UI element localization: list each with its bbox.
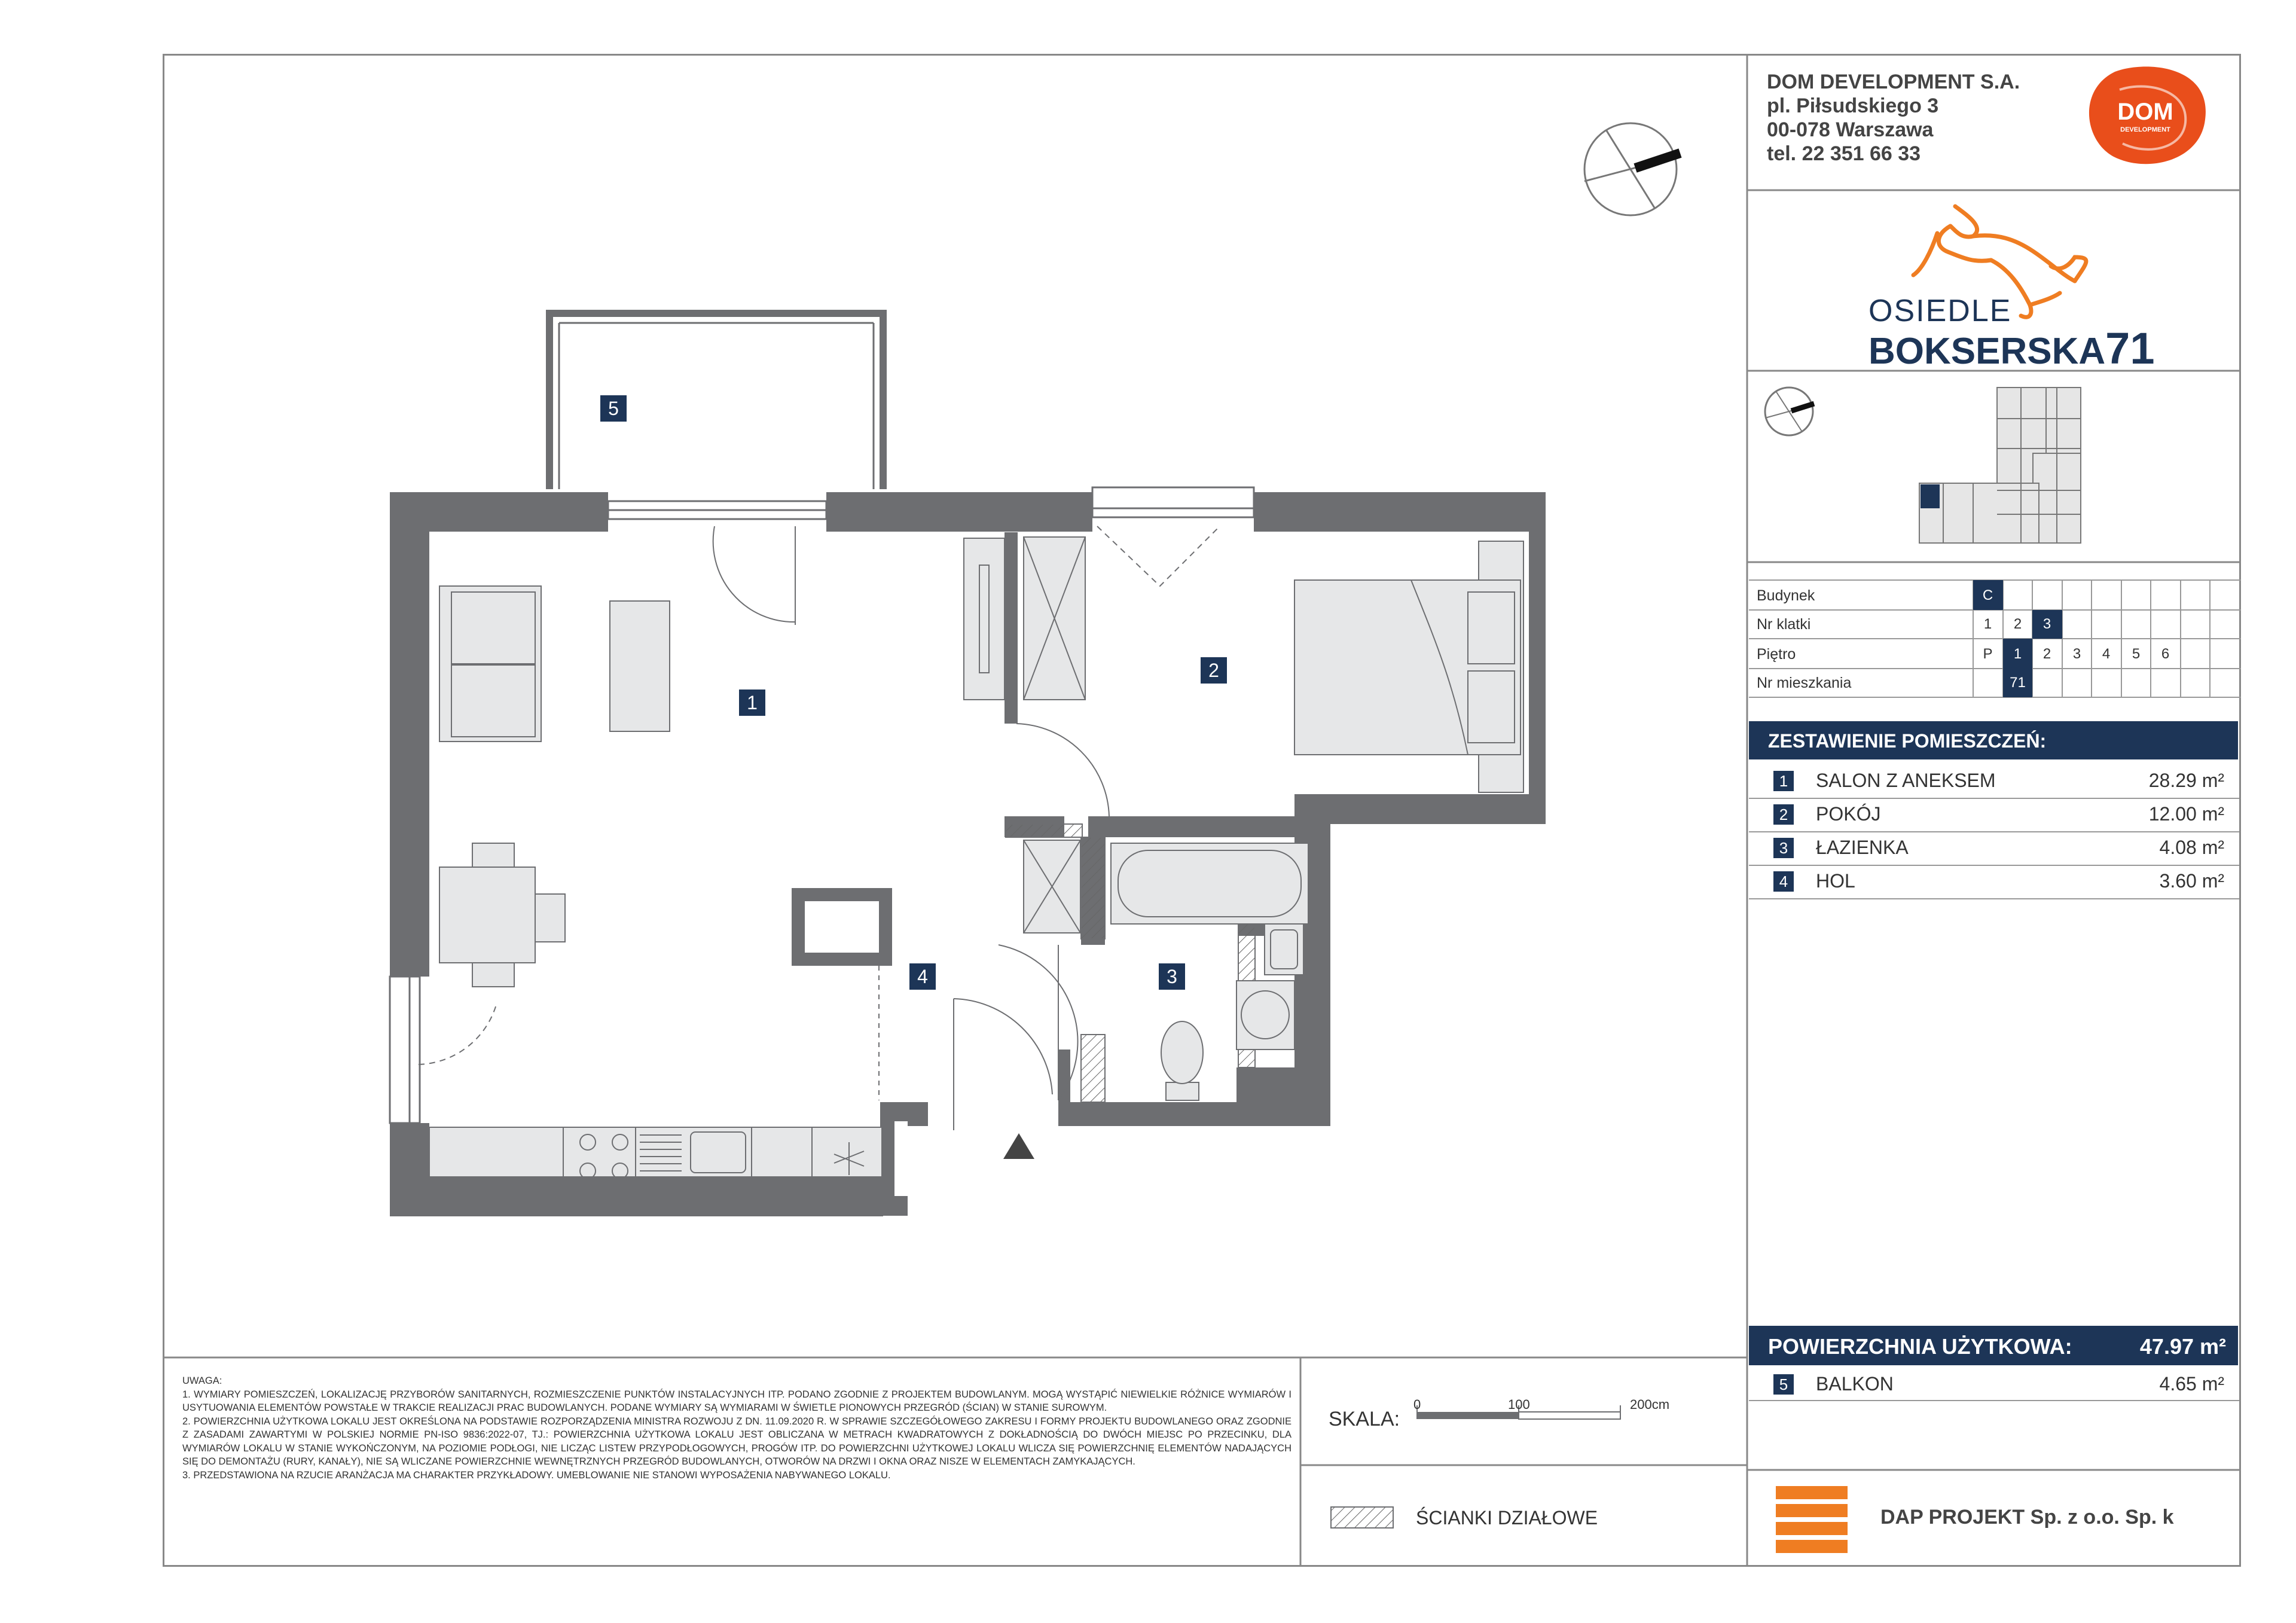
project-name-line2 — [1868, 323, 2154, 374]
apartment-number-label: Nr mieszkania — [1757, 675, 1852, 691]
partition-walls-legend: ŚCIANKI DZIAŁOWE — [1416, 1507, 1598, 1529]
rooms-summary-header — [1749, 721, 2238, 759]
company-address-line1: pl. Piłsudskiego 3 — [1767, 94, 1939, 117]
scale-tick-100: 100 — [1508, 1397, 1530, 1412]
staircase-value-1: 1 — [1983, 616, 1992, 632]
plan-room-label-1: 1 — [739, 690, 765, 716]
floor-value-6: 6 — [2161, 646, 2170, 662]
small-compass-icon — [1765, 388, 1814, 435]
project-name-number: 71 — [2105, 324, 2155, 373]
scale-tick-200: 200cm — [1630, 1397, 1670, 1412]
company-name: DOM DEVELOPMENT S.A. — [1767, 71, 2020, 93]
room-area: 3.60 m² — [2159, 870, 2224, 892]
building-value-c: C — [1982, 587, 1993, 603]
room-name: POKÓJ — [1816, 803, 1881, 825]
compass-icon — [1584, 123, 1680, 215]
entrance-arrow-icon — [1003, 1133, 1034, 1159]
company-address-line2: 00-078 Warszawa — [1767, 118, 1934, 141]
balcony-row — [1749, 1368, 2236, 1402]
plan-room-label-4: 4 — [909, 963, 936, 990]
building-key-plan — [1919, 388, 2081, 543]
room-number-badge: 4 — [1773, 871, 1794, 892]
floor-value-4: 4 — [2102, 646, 2111, 662]
plan-room-label-5: 5 — [600, 395, 627, 422]
dom-development-logo — [2089, 66, 2206, 164]
floor-value-2: 2 — [2042, 646, 2051, 662]
furniture — [429, 537, 1523, 1179]
room-row-2 — [1749, 798, 2236, 832]
staircase-value-3: 3 — [2042, 616, 2051, 632]
room-area: 4.08 m² — [2159, 837, 2224, 858]
dap-projekt-logo — [1776, 1486, 1848, 1553]
room-number-badge: 2 — [1773, 804, 1794, 825]
note-2: 2. POWIERZCHNIA UŻYTKOWA LOKALU JEST OKREŚLONA NA PODSTAWIE ROZPORZĄDZENIA MINISTRA ROZWOJU Z DN. 11.09.2020 R. W SPRAWIE SZCZEGÓŁOWEGO ZAKRESU I FORMY PROJEKTU BUDOWLANEGO ORAZ ZGODNIE Z ZASADAMI ZAWARTYMI W POLSKIEJ NORMIE PN-ISO 9836:2022-07, TJ.: POWIERZCHNIA UŻYTKOWA LOKALU JEST OBLICZANA W METRACH KWADRATOWYCH Z DOKŁADNOŚCIĄ DO DWÓCH MIEJSC PO PRZECINKU, DLA WYMIARÓW LOKALU W STANIE WYKOŃCZONYM, NA POZIOMIE PODŁOGI, NIE LICZĄC LISTEW PRZYPODŁOGOWYCH, PROGÓW ITP. DO POWIERZCHNI UŻYTKOWEJ LOKALU WLICZA SIĘ POWIERZCHNIĘ ELEMENTÓW NADAJĄCYCH SIĘ DO DEMONTAŻU (RURY, KANAŁY), NIE SĄ WLICZANE POWIERZCHNIE WEWNĘTRZNYCH PRZEGRÓD BUDOWLANYCH, OTWORÓW NA DRZWI I OKNA ORAZ NISZE W ELEMENTACH ZAMYKAJĄCYCH. — [182, 1415, 1292, 1467]
floor-value-5: 5 — [2132, 646, 2141, 662]
floor-value-1: 1 — [2013, 646, 2022, 662]
room-area: 28.29 m² — [2148, 770, 2224, 791]
room-name: HOL — [1816, 870, 1855, 892]
company-phone: tel. 22 351 66 33 — [1767, 142, 1921, 165]
room-name: SALON Z ANEKSEM — [1816, 770, 1996, 791]
staircase-label: Nr klatki — [1757, 616, 1811, 633]
scale-label: SKALA: — [1329, 1408, 1400, 1430]
logo-development-text: DEVELOPMENT — [2120, 126, 2170, 133]
floor-label: Piętro — [1757, 646, 1796, 663]
note-3: 3. PRZEDSTAWIONA NA RZUCIE ARANŻACJA MA CHARAKTER PRZYKŁADOWY. UMEBLOWANIE NIE STANOWI WYPOSAŻENIA NABYWANEGO LOKALU. — [182, 1469, 891, 1481]
note-1: 1. WYMIARY POMIESZCZEŃ, LOKALIZACJĘ PRZYBORÓW SANITARNYCH, ROZMIESZCZENIE PUNKTÓW INSTALACYJNYCH ITP. PODANO ZGODNIE Z PROJEKTEM BUDOWLANYM. MOGĄ WYSTĄPIĆ NIEWIELKIE RÓŻNICE WYMIARÓW I USYTUOWANIA ELEMENTÓW POWSTAŁE W TRAKCIE REALIZACJI PRAC BUDOWLANYCH. PODANE WYMIARY SĄ WYMIARAMI W ŚWIETLE PIONOWYCH PRZEGRÓD (ŚCIAN) W STANIE SUROWYM. — [182, 1389, 1292, 1413]
usable-area-label: POWIERZCHNIA UŻYTKOWA: — [1768, 1334, 2072, 1359]
usable-area-banner — [1749, 1326, 2238, 1365]
hatch-legend-swatch — [1331, 1507, 1393, 1528]
project-name-line1: OSIEDLE — [1868, 294, 2012, 328]
room-row-3 — [1749, 832, 2236, 865]
room-name: ŁAZIENKA — [1816, 837, 1909, 858]
plan-room-label-2: 2 — [1201, 657, 1227, 684]
logo-dom-text: DOM — [2117, 99, 2173, 125]
plan-room-label-3: 3 — [1159, 963, 1185, 990]
balcony-outline — [546, 310, 887, 489]
balcony-number-badge: 5 — [1773, 1374, 1794, 1395]
balcony-name: BALKON — [1816, 1373, 1894, 1395]
floor-value-3: 3 — [2072, 646, 2081, 662]
room-row-4 — [1749, 865, 2236, 899]
room-area: 12.00 m² — [2148, 803, 2224, 825]
room-number-badge: 3 — [1773, 838, 1794, 858]
usable-area-value: 47.97 m² — [2139, 1334, 2226, 1359]
building-label: Budynek — [1757, 587, 1815, 604]
apartment-number-value: 71 — [2010, 675, 2026, 691]
windows — [390, 487, 1254, 1123]
balcony-area: 4.65 m² — [2159, 1373, 2224, 1395]
scale-tick-0: 0 — [1413, 1397, 1421, 1412]
project-name-text: BOKSERSKA — [1868, 331, 2106, 372]
rooms-summary-title: ZESTAWIENIE POMIESZCZEŃ: — [1768, 730, 2047, 752]
room-row-1 — [1749, 765, 2236, 798]
floor-value-p: P — [1983, 646, 1993, 662]
notes-heading: UWAGA: — [182, 1375, 222, 1386]
room-number-badge: 1 — [1773, 771, 1794, 791]
staircase-value-2: 2 — [2013, 616, 2022, 632]
architect-name: DAP PROJEKT Sp. z o.o. Sp. k — [1880, 1506, 2174, 1529]
notes-block — [182, 1374, 1292, 1482]
